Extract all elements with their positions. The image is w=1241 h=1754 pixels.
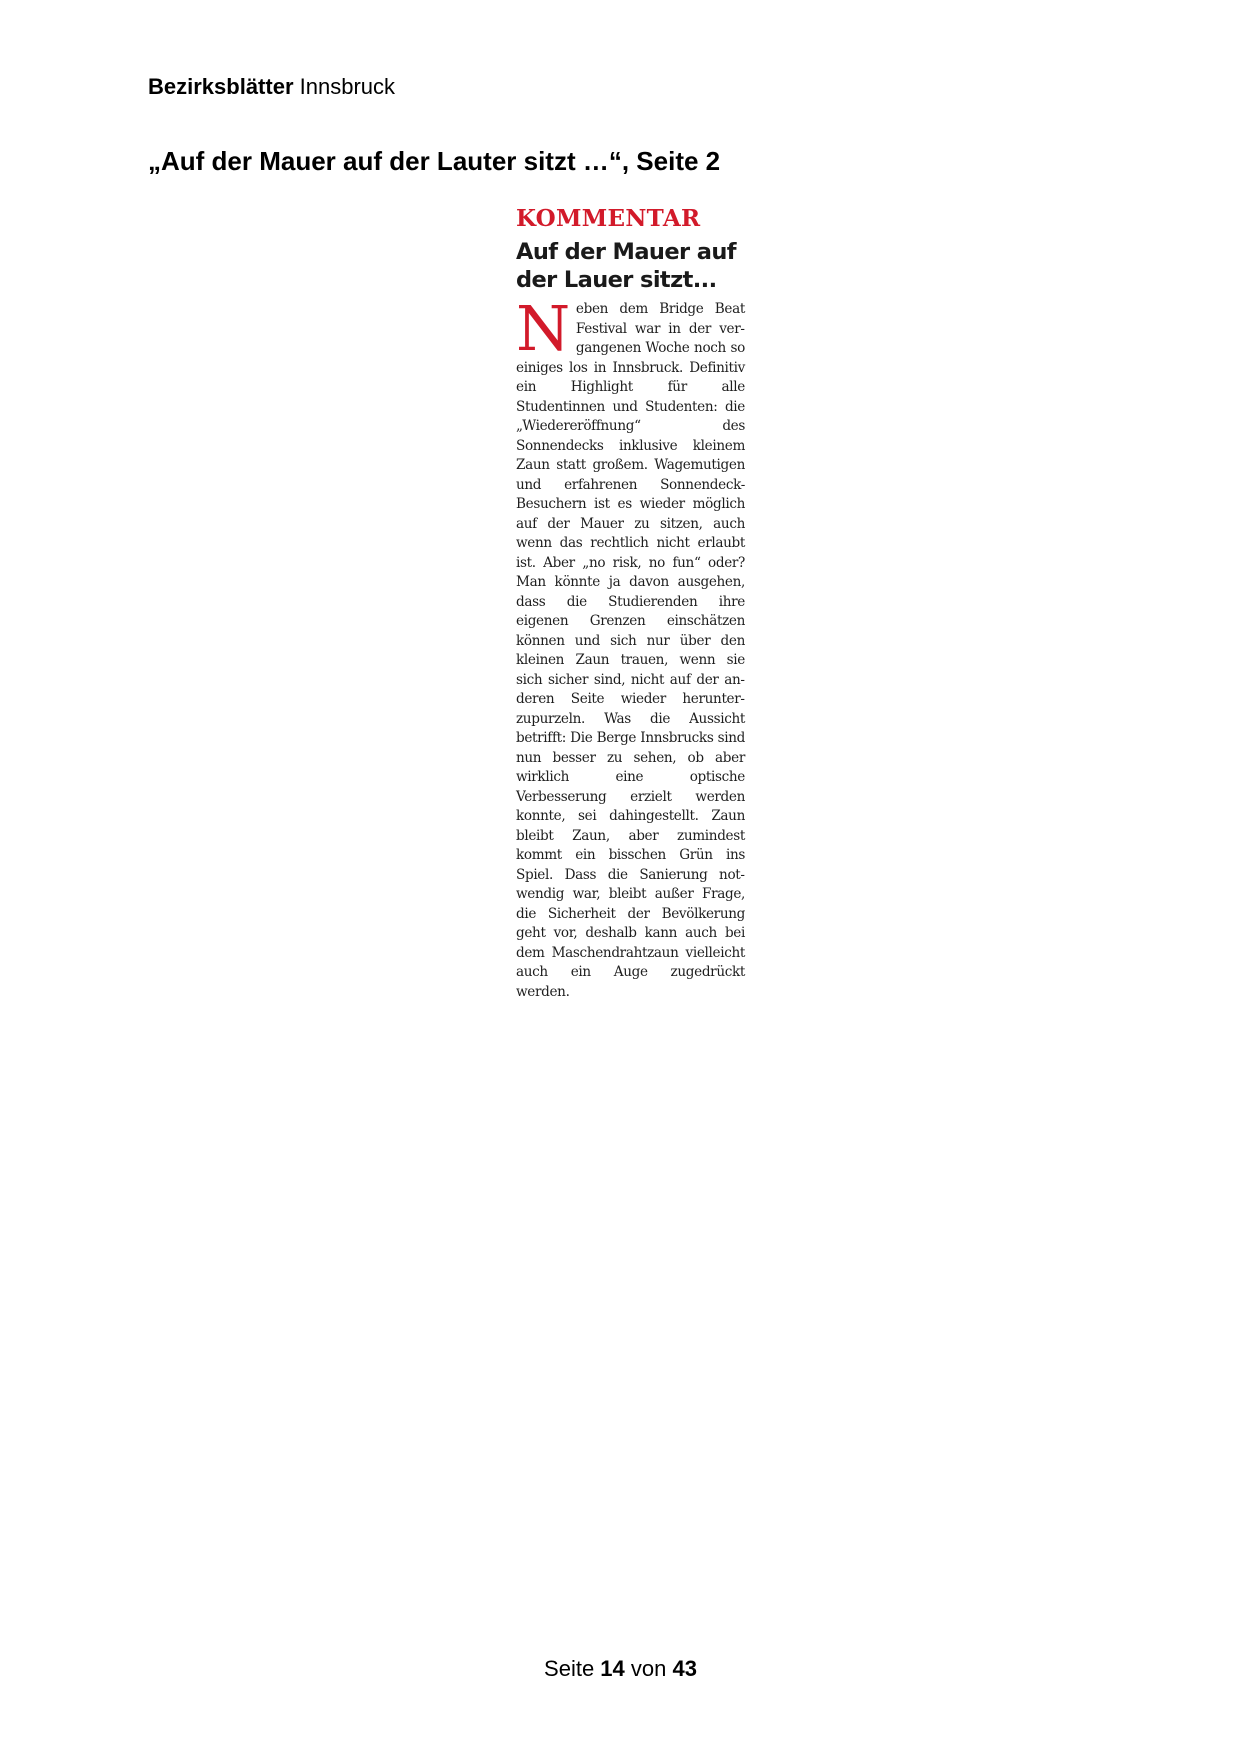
article-kicker: KOMMENTAR — [516, 205, 701, 232]
publication-region: Innsbruck — [293, 74, 396, 99]
article-body-text: eben dem Bridge Beat Festival war in der vergangenen Woche noch so einiges los in Innsbruck. Definitiv ein Highlight für alle Studentinnen und Studenten: die „Wiedereröffnung“ des Sonnendecks inklusive kleinem Zaun statt großem. Wagemutigen und erfahrenen Sonnendeck-Besuchern ist es wieder möglich auf der Mauer zu sitzen, auch wenn das rechtlich nicht erlaubt ist. Aber „no risk, no fun“ oder? Man könnte ja davon ausgehen, dass die Studierenden ihre eigenen Grenzen einschätzen können und sich nur über den kleinen Zaun trauen, wenn sie sich sicher sind, nicht auf der anderen Seite wieder herunterzupurzeln. Was die Aussicht betrifft: Die Berge Innsbrucks sind nun besser zu sehen, ob aber wirklich eine optische Verbesserung erzielt werden konnte, sei dahingestellt. Zaun bleibt Zaun, aber zumindest kommt ein bisschen Grün ins Spiel. Dass die Sanierung notwendig war, bleibt außer Frage, die Sicherheit der Bevölkerung geht vor, deshalb kann auch bei dem Maschendrahtzaun vielleicht auch ein Auge zugedrückt werden. — [516, 301, 745, 1000]
article-dropcap: N — [516, 292, 570, 365]
page-footer — [0, 1656, 1241, 1682]
publication-name-bold: Bezirksblätter — [148, 74, 294, 99]
article-headline: Auf der Mauer auf der Lauer sitzt... — [516, 239, 736, 293]
document-title: „Auf der Mauer auf der Lauter sitzt …“, Seite 2 — [148, 146, 721, 176]
page-current: 14 — [600, 1656, 625, 1681]
page-of: von — [624, 1656, 673, 1681]
article-body — [516, 292, 745, 1002]
page-label: Seite — [544, 1656, 601, 1681]
publication-name — [148, 74, 395, 100]
page-total: 43 — [672, 1656, 697, 1681]
article-clipping — [516, 204, 745, 1002]
